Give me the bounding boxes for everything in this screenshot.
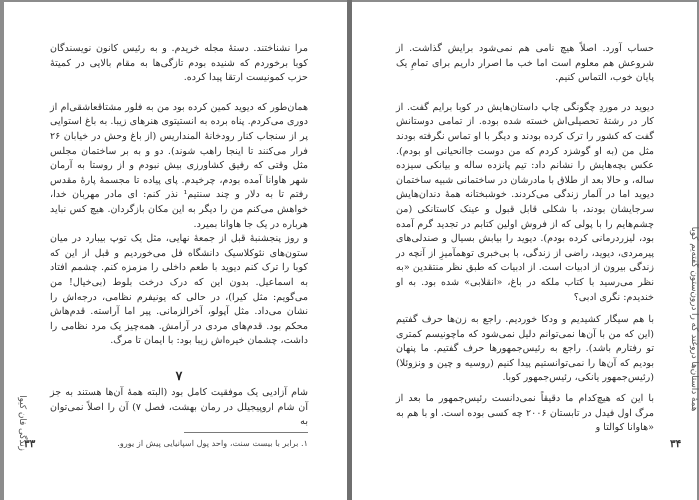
left-running-title: زندگی فان كيوا bbox=[17, 395, 27, 451]
section-number: ۷ bbox=[175, 368, 183, 383]
left-page bbox=[4, 2, 347, 500]
right-paragraph-3: با هم سیگار کشیدیم و ودکا خوردیم. راجع به زن‌ها حرف گفتیم (این که من با آن‌ها نمی‌توانم دلیل نمی‌شود که ماچونیسم کمتری تو رفتارم باشد). راجع به رئیس‌جمهورها حرف گفتیم. ما پنهان بودیم که آن‌ها را نمی‌توانستیم پیدا کنیم (روسیه و چین و ونزوئلا) (رئیس‌جمهور یانکی، رئیس‌جمهور کوبا. bbox=[396, 314, 654, 384]
footnote-rule bbox=[184, 432, 308, 433]
right-running-title: همهٔ داستان‌ها دروغند که را درون‌ستون گفته‌یم کوبا bbox=[689, 226, 699, 412]
right-text-block bbox=[396, 42, 654, 436]
right-paragraph-2: دیوید در موردِ چگونگی چاپ داستان‌هایش در کوبا برایم گفت. از کار در رشتهٔ تحصیلی‌اش خسته شده بوده. از تمامی دوستانش گفت که کشور را ترک کرده بودند و دیگر با او تماس نگرفته بودند مثل من (به او گوشزد کردم که من دوست جاانحیانی او بودم). عکس بچه‌هایش را نشانم داد: تیم پانزده ساله و بیانکی سیزده ساله، و حالا بعد از طلاق با مادرشان در ساختمانی شبیه ساختمان دیوید اما در آلمار زندگی می‌کردند. خوشبختانه همهٔ دندان‌هایش سرجایشان بودند، با شکلی قابل قبول و عینک کاستانکی (من چشم‌هایم را با پولی که از فروش اولین کتابم در تجدید گرم آمده بود، لیزردرمانی کرده بودم). دیوید را بیابش بسیال و صندلی‌های پیرمردی، دیوید، راضی از زندگی، با بی‌خبری توهمآمیزِ از آنچه در زندگی بیرون از ادبیات است. از ادبیات که طبق نظر منتقدین «به نظر می‌رسید با کتاب ملکه در باغ، «انقلابی» شده بود. به او خندیدم: نگری ادبی؟ bbox=[396, 101, 654, 303]
left-paragraph-1: مرا نشناختند. دستهٔ مجله خریدم. و به رئیس کانون نویسندگان کوبا برخوردم که شنیده بودم تازگی‌ها به مقام بالایی در کمیتهٔ حزب کمونیست ارتقا پیدا کرده. bbox=[50, 43, 308, 84]
footnote: ۱. برابر با بیست سنت، واحد پول اسپانیایی پیش از یورو. bbox=[117, 438, 308, 448]
left-paragraph-3: و روز پنجشنبهٔ قبل از جمعهٔ نهایی، مثل یک توپ بیبارد در میان ستون‌های نئوکلاسیک دانشگاه فل می‌خوردیم و قبل از این که کوبا را ترک کنم دیوید با طعم داخلی را مزمزه کنم. چشمم افتاد به اسماعیل. بدون این که درک درخت بلوط (بی‌خیال! من می‌گویم: مثل کیرا)، در حالی که یونیفرم نظامی، درجه‌اش را نشان می‌داد. مثل آپولو، آخرالزمانی. پیر اما آراسته. قدم‌هاش محکم بود. قدم‌های مردی در آرامش. همه‌چیز یک مرد نظامی را داشت، چشمان خیره‌اش زیبا بود: با ایمان تا مرگ. bbox=[50, 233, 308, 347]
right-paragraph-4: با این که هیچ‌کدام ما دقیقاً نمی‌دانست رئیس‌جمهور ما بعد از مرگ اول فیدل در تابستان ۲۰۰۶ چه کسی بوده است. او با هم به «هاوانا کوالتا و bbox=[396, 393, 654, 434]
right-page bbox=[352, 2, 697, 500]
left-paragraph-4: شام آزادیی یک موفقیت کامل بود (البته همهٔ آن‌ها هستند به جز آن شام اروپیجیلل در رمان بهشت، فصل ۷) آن را اصلاً نمی‌توان به bbox=[50, 387, 308, 428]
page-number-left: ۳۳ bbox=[24, 438, 36, 450]
left-text-block bbox=[50, 42, 308, 349]
left-paragraph-2: همان‌طور که دیوید کمین کرده بود من به فلور مشتاقعاشقی‌ام از دوری می‌کردم. پناه برده به انستیتوی هنرهای زیبا. به باغ استوایی پر از سنجاب کنار رودخانهٔ المنداریس (از باغ وحش در خیابان ۲۶ فرار می‌کنند تا اینجا راهب شوند). دو و به بر ساختمان مجلس مثل وقتی که رفیق کشاورزی بیش نبودم و از روستا به آرمان شهر هاوانا آمده بودم، چرخیدم. پای پیاده تا مجسمهٔ پارهٔ مقدس رفتم تا به دلار و چند سنتیم¹ نذر کنم: ای مادر مهربان خدا، خواهش می‌کنم من را دیگر به این مکان بازگردان. هیچ کس نباید هرباره در یک جا هاوانا بمیرد. bbox=[50, 101, 308, 230]
left-text-after-section bbox=[50, 386, 308, 430]
right-paragraph-1: حساب آورد. اصلاً هیچ نامی هم نمی‌شود برایش گذاشت. از شروعش هم معلوم است اما خب ما اصرار داریم برای تمامِ یک پایان خوب، التماس کنیم. bbox=[396, 43, 654, 84]
page-number-right: ۳۴ bbox=[670, 438, 682, 450]
